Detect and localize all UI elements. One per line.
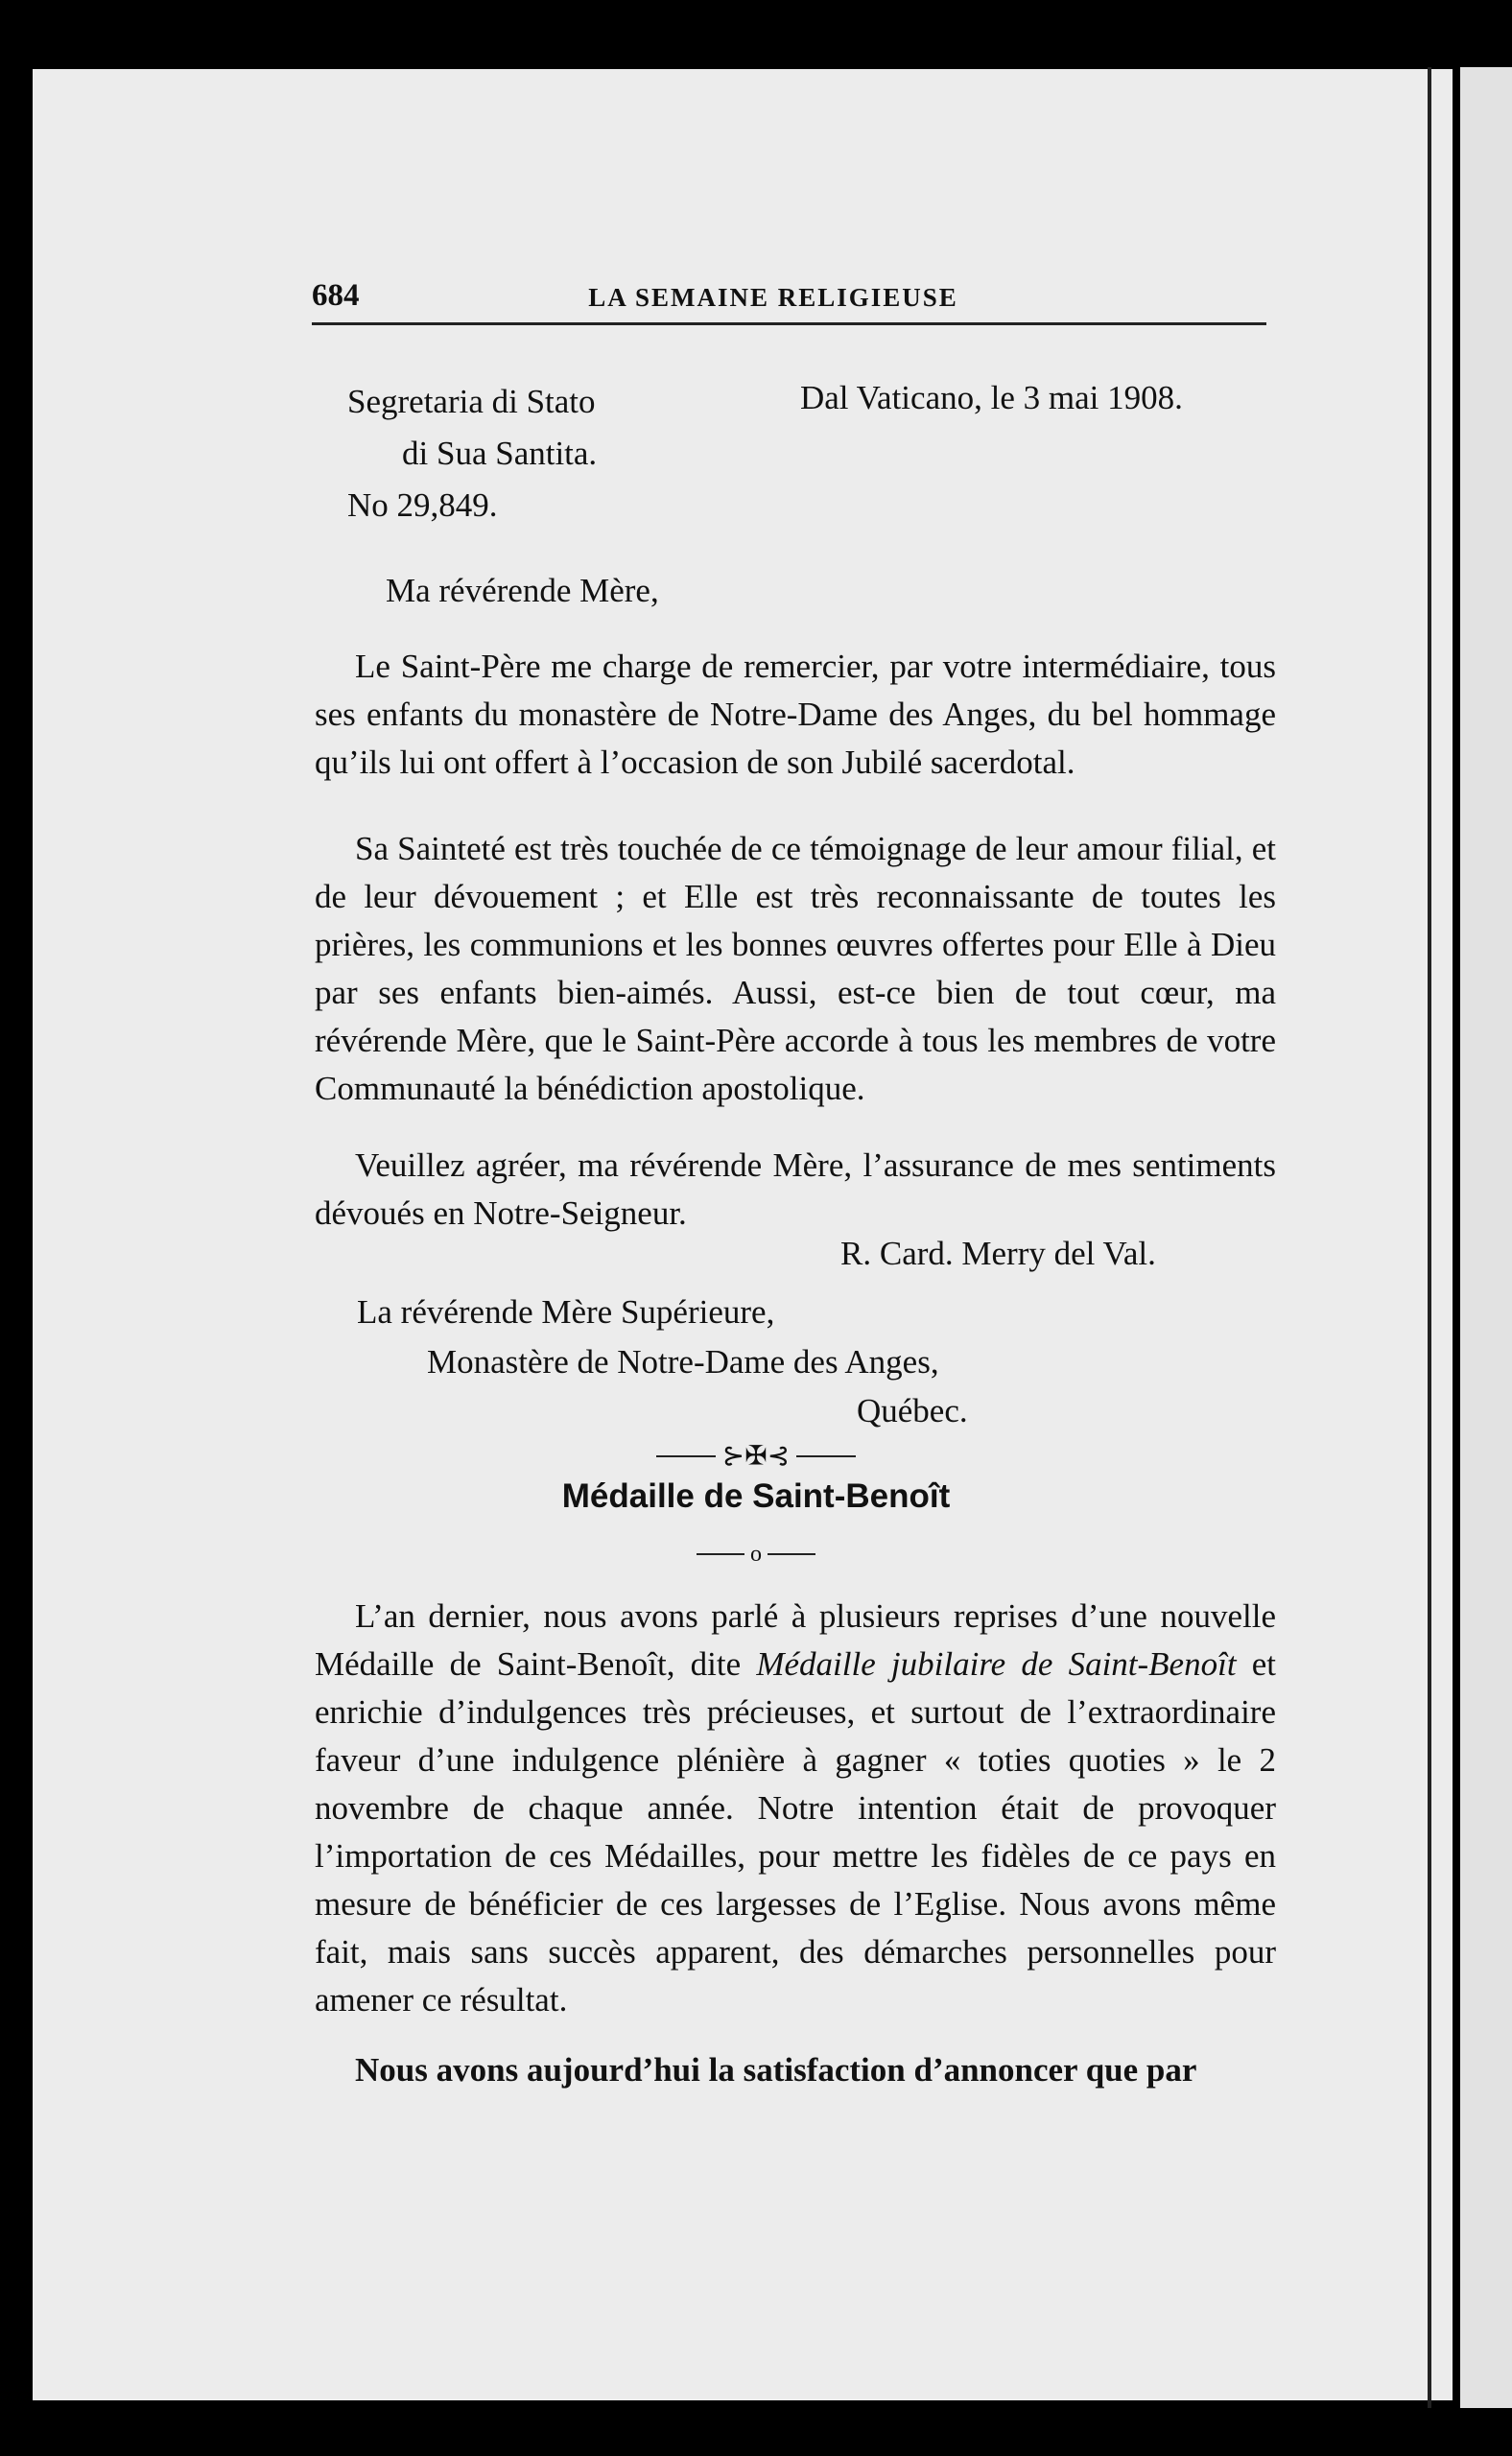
letter-paragraph-2: Sa Sainteté est très touchée de ce témoignage de leur amour filial, et de leur dévouement ; et Elle est très reconnaissante de toutes les prières, les communions et les bonnes œuvres offertes pour Elle à Dieu par ses enfants bien-aimés. Aussi, est-ce bien de tout cœur, ma révérende Mère, que le Saint-Père accorde à tous les membres de votre Communauté la bénédiction apostolique. — [315, 830, 1276, 1107]
letter-paragraph-1: Le Saint-Père me charge de remercier, par votre intermédiaire, tous ses enfants du monastère de Notre-Dame des Anges, du bel hommage qu’ils lui ont offert à l’occasion de son Jubilé sacerdotal. — [315, 648, 1276, 781]
article-paragraph-1-text-b: et enrichie d’indulgences très précieuses, et surtout de l’extraordinaire faveur d’une indulgence plénière à gagner « toties quoties » le 2 novembre de chaque année. Notre intention était de provoquer l’importation de ces Médailles, pour mettre les fidèles de ce pays en mesure de bénéficier de ces largesses de l’Eglise. Nous avons même fait, mais sans succès apparent, des démarches personnelles pour amener ce résultat. — [315, 1645, 1276, 2019]
header-rule — [312, 322, 1266, 325]
journal-title: LA SEMAINE RELIGIEUSE — [588, 283, 958, 312]
addressee-line-1: La révérende Mère Supérieure, — [357, 1293, 775, 1331]
heading-divider: o — [0, 1541, 1512, 1568]
medal-name-italic: Médaille jubilaire de Saint-Benoît — [756, 1645, 1237, 1683]
signature: R. Card. Merry del Val. — [840, 1235, 1156, 1272]
article-paragraph-1-text-a: L’an dernier, nous avons parlé à plusieurs reprises d’une nouvelle Médaille de Saint-Benoît, dite — [315, 1597, 1276, 1683]
page-gutter-line — [1428, 67, 1431, 2408]
salutation: Ma révérende Mère, — [386, 572, 659, 609]
letter-paragraph-3: Veuillez agréer, ma révérende Mère, l’assurance de mes sentiments dévoués en Notre-Seigneur. — [315, 1146, 1276, 1232]
section-ornament: ⊱✠⊰ — [0, 1439, 1512, 1473]
sender-line-3: No 29,849. — [347, 486, 498, 524]
article-paragraph-2: Nous avons aujourd’hui la satisfaction d’annoncer que par — [355, 2051, 1197, 2089]
article-heading: Médaille de Saint-Benoît — [561, 1477, 951, 1515]
article-paragraph-1 — [315, 1593, 1276, 2024]
dateline: Dal Vaticano, le 3 mai 1908. — [800, 379, 1183, 416]
sender-line-2: di Sua Santita. — [402, 435, 598, 472]
sender-line-1: Segretaria di Stato — [347, 383, 596, 420]
addressee-line-3: Québec. — [857, 1392, 968, 1429]
page-number: 684 — [312, 278, 360, 313]
adjacent-page-edge — [1460, 67, 1512, 2408]
addressee-line-2: Monastère de Notre-Dame des Anges, — [427, 1343, 939, 1381]
